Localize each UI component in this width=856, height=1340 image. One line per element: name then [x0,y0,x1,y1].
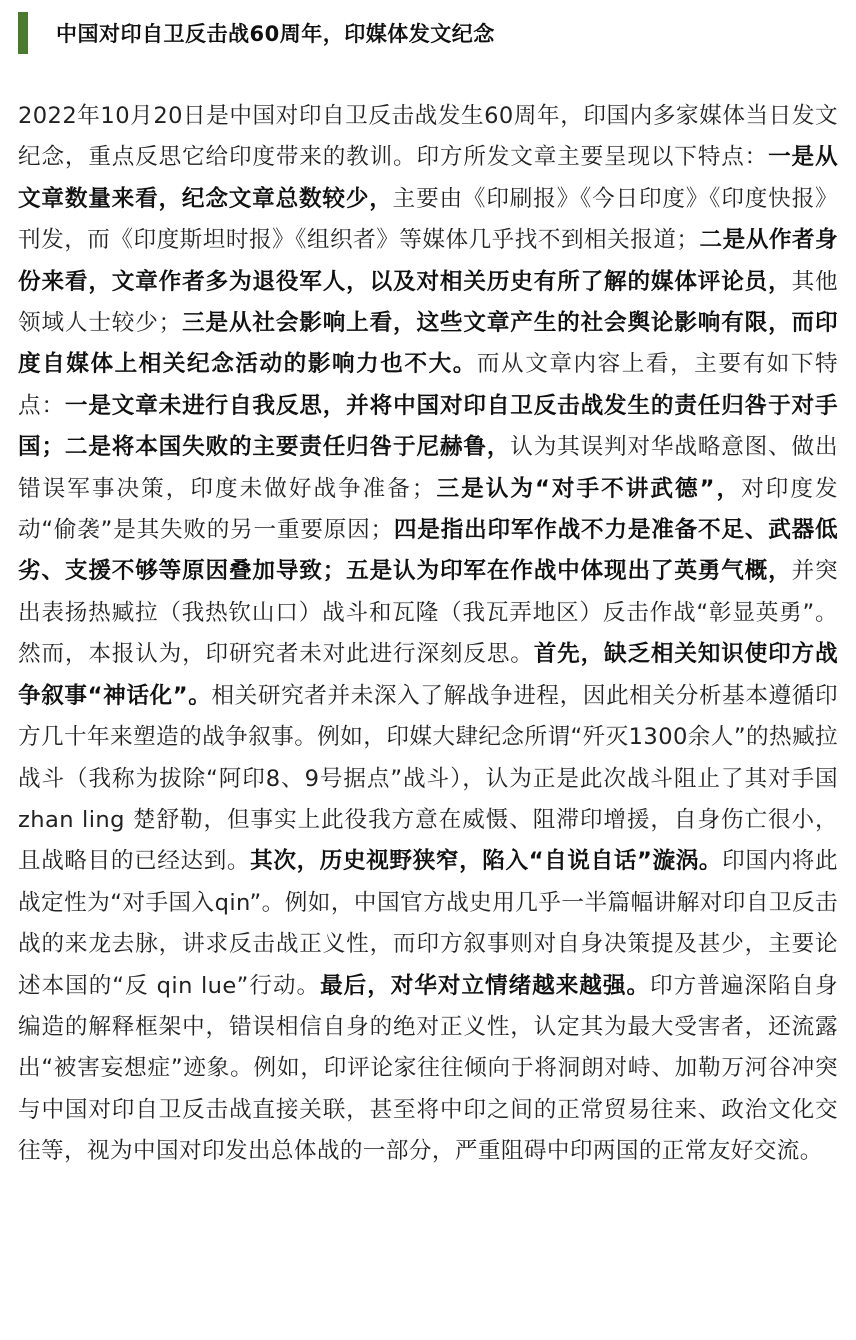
body-text: 相关研究者并未深入了解战争进程，因此相关分析基本遵循印方几十年来塑造的战争叙事。例如，印媒大肆纪念所谓“歼灭1300余人”的热臧拉战斗（我称为拔除“阿印8、9号据点”战斗），认为正是此次战斗阻止了其对手国 zhan ling 楚舒勒，但事实上此役我方意在威慑、阻滞印增援，自身伤亡很小，且战略目的已经达到。 [18,682,838,875]
article-body [18,96,838,1173]
body-text: 其他领域人士较少； [18,268,838,337]
emphasized-text: 三是认为“对手不讲武德”， [434,475,742,502]
emphasized-text: 二是从作者身份来看，文章作者多为退役军人，以及对相关历史有所了解的媒体评论员， [18,227,839,295]
body-text: 认为其误判对华战略意图、做出错误军事决策，印度未做好战争准备； [18,434,838,502]
emphasized-text: 最后，对华对立情绪越来越强。 [320,972,651,999]
emphasized-text: 一是文章未进行自我反思，并将中国对印自卫反击战发生的责任归咎于对手国；二是将本国失败的主要责任归咎于尼赫鲁， [18,392,838,461]
emphasized-text: 四是指出印军作战不力是准备不足、武器低劣、支援不够等原因叠加导致； [18,517,838,585]
body-text: 并突出表扬热臧拉（我热钦山口）战斗和瓦隆（我瓦弄地区）反击作战“彰显英勇”。然而，本报认为，印研究者未对此进行深刻反思。 [18,558,838,668]
emphasized-text: 首先，缺乏相关知识使印方战争叙事“神话化”。 [18,641,838,709]
section-header [18,12,838,54]
emphasized-text: 五是认为印军在作战中体现出了英勇气概， [345,558,792,585]
body-text: 2022年10月20日是中国对印自卫反击战发生60周年，印国内多家媒体当日发文纪念，重点反思它给印度带来的教训。印方所发文章主要呈现以下特点： [18,103,838,171]
emphasized-text: 其次，历史视野狭窄，陷入“自说自话”漩涡。 [250,848,723,875]
body-text: 印国内将此战定性为“对手国入qin”。例如，中国官方战史用几乎一半篇幅讲解对印自卫反击战的来龙去脉，讲求反击战正义性，而印方叙事则对自身决策提及甚少，主要论述本国的“反 qin lue”行动。 [18,848,839,999]
emphasized-text: 一是从文章数量来看，纪念文章总数较少， [18,144,838,212]
body-text: 对印度发动“偷袭”是其失败的另一重要原因； [18,475,838,544]
accent-bar [18,12,28,54]
emphasized-text: 三是从社会影响上看，这些文章产生的社会舆论影响有限，而印度自媒体上相关纪念活动的影响力也不大。 [18,310,838,378]
section-title: 中国对印自卫反击战60周年，印媒体发文纪念 [56,22,495,46]
body-text: 而从文章内容上看，主要有如下特点： [18,351,839,419]
body-text: 印方普遍深陷自身编造的解释框架中，错误相信自身的绝对正义性，认定其为最大受害者，还流露出“被害妄想症”迹象。例如，印评论家往往倾向于将洞朗对峙、加勒万河谷冲突与中国对印自卫反击战直接关联，甚至将中印之间的正常贸易往来、政治文化交往等，视为中国对印发出总体战的一部分，严重阻碍中印两国的正常友好交流。 [18,972,838,1165]
body-text: 主要由《印刷报》《今日印度》《印度快报》刊发，而《印度斯坦时报》《组织者》等媒体几乎找不到相关报道； [18,185,838,254]
